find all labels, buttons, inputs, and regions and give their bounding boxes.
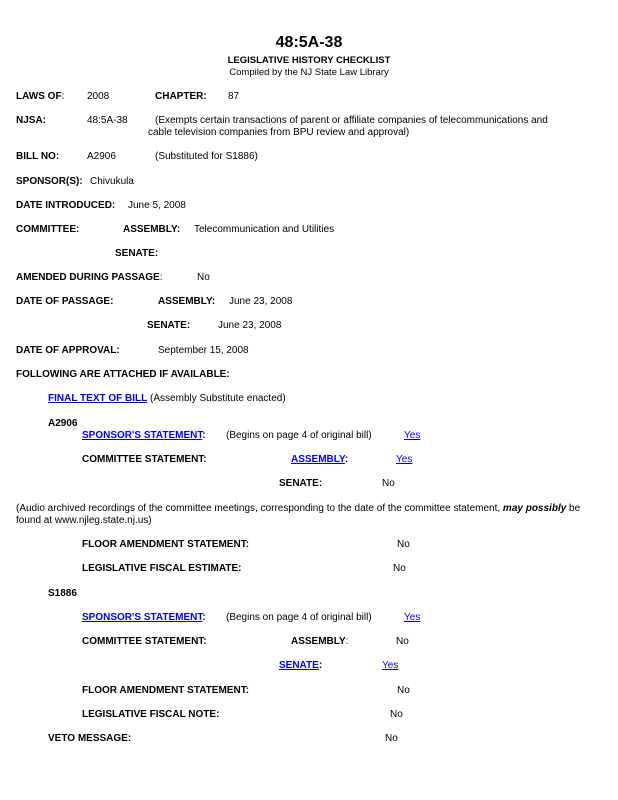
a2906-sponsor-statement-link[interactable]: SPONSOR'S STATEMENT	[82, 430, 203, 441]
a2906-senate-value: No	[382, 478, 395, 489]
a2906-bill-label: A2906	[48, 418, 78, 429]
s1886-floor-amendment-label: FLOOR AMENDMENT STATEMENT:	[82, 685, 250, 696]
s1886-assembly-label: ASSEMBLY:	[291, 636, 349, 647]
final-text-note: (Assembly Substitute enacted)	[150, 393, 286, 404]
final-text-row	[48, 393, 286, 405]
date-of-approval-label: DATE OF APPROVAL:	[16, 345, 120, 356]
passage-assembly-label: ASSEMBLY:	[158, 296, 216, 307]
passage-senate-value: June 23, 2008	[218, 320, 282, 331]
a2906-fiscal-estimate-label: LEGISLATIVE FISCAL ESTIMATE:	[82, 563, 242, 574]
s1886-bill-label: S1886	[48, 588, 77, 599]
passage-assembly-value: June 23, 2008	[229, 296, 293, 307]
attached-heading: FOLLOWING ARE ATTACHED IF AVAILABLE:	[16, 369, 230, 380]
chapter-label: CHAPTER:	[155, 91, 207, 102]
njsa-label: NJSA:	[16, 115, 47, 126]
committee-senate-label: SENATE:	[115, 248, 159, 259]
veto-message-label: VETO MESSAGE:	[48, 733, 132, 744]
s1886-senate: SENATE:	[279, 660, 323, 671]
sponsors-value: Chivukula	[90, 176, 134, 187]
s1886-senate-yes-link[interactable]: Yes	[382, 660, 399, 671]
substituted-note: (Substituted for S1886)	[155, 151, 258, 162]
final-text-link[interactable]: FINAL TEXT OF BILL	[48, 393, 148, 404]
date-of-passage-label: DATE OF PASSAGE:	[16, 296, 114, 307]
a2906-committee-statement-label: COMMITTEE STATEMENT:	[82, 454, 207, 465]
a2906-assembly: ASSEMBLY:	[291, 454, 349, 465]
committee-label: COMMITTEE:	[16, 224, 80, 235]
date-introduced-label: DATE INTRODUCED:	[16, 200, 116, 211]
a2906-assembly-link[interactable]: ASSEMBLY	[291, 454, 345, 465]
a2906-sponsor-yes-link[interactable]: Yes	[404, 430, 421, 441]
passage-senate-label: SENATE:	[147, 320, 191, 331]
laws-of-value: 2008	[87, 91, 110, 102]
s1886-sponsor-yes-link[interactable]: Yes	[404, 612, 421, 623]
amended-label: AMENDED DURING PASSAGE:	[16, 272, 163, 283]
a2906-sponsor-statement: SPONSOR'S STATEMENT:	[82, 430, 206, 441]
sponsors-label: SPONSOR(S):	[16, 176, 83, 187]
s1886-fiscal-note-label: LEGISLATIVE FISCAL NOTE:	[82, 709, 220, 720]
a2906-senate-label: SENATE:	[279, 478, 323, 489]
s1886-committee-statement-label: COMMITTEE STATEMENT:	[82, 636, 207, 647]
page-title: 48:5A-38	[275, 34, 343, 51]
a2906-floor-amendment-label: FLOOR AMENDMENT STATEMENT:	[82, 539, 250, 550]
a2906-sponsor-note: (Begins on page 4 of original bill)	[226, 430, 372, 441]
s1886-floor-amendment-value: No	[397, 685, 410, 696]
veto-message-value: No	[385, 733, 398, 744]
chapter-value: 87	[228, 91, 240, 102]
checklist-subtitle: LEGISLATIVE HISTORY CHECKLIST	[227, 55, 391, 66]
a2906-floor-amendment-value: No	[397, 539, 410, 550]
amended-value: No	[197, 272, 210, 283]
s1886-sponsor-statement-link[interactable]: SPONSOR'S STATEMENT	[82, 612, 203, 623]
s1886-sponsor-statement: SPONSOR'S STATEMENT:	[82, 612, 206, 623]
bill-no-value: A2906	[87, 151, 116, 162]
compiled-by-note: Compiled by the NJ State Law Library	[229, 67, 389, 78]
s1886-senate-link[interactable]: SENATE	[279, 660, 319, 671]
njsa-description-line2: cable television companies from BPU review and approval)	[148, 127, 410, 138]
committee-assembly-value: Telecommunication and Utilities	[194, 224, 335, 235]
njsa-description-line1: (Exempts certain transactions of parent or affiliate companies of telecommunications and	[155, 115, 548, 126]
date-of-approval-value: September 15, 2008	[158, 345, 249, 356]
date-introduced-value: June 5, 2008	[128, 200, 186, 211]
bill-no-label: BILL NO:	[16, 151, 60, 162]
njsa-value: 48:5A-38	[87, 115, 128, 126]
a2906-assembly-yes-link[interactable]: Yes	[396, 454, 413, 465]
laws-of-label: LAWS OF:	[16, 91, 65, 102]
committee-assembly-label: ASSEMBLY:	[123, 224, 181, 235]
s1886-assembly-value: No	[396, 636, 409, 647]
audio-archive-note: (Audio archived recordings of the committee meetings, corresponding to the date of the committee statement, may possibly be found at www.njleg.state.nj.us)	[16, 503, 581, 526]
a2906-fiscal-estimate-value: No	[393, 563, 406, 574]
s1886-fiscal-note-value: No	[390, 709, 403, 720]
s1886-sponsor-note: (Begins on page 4 of original bill)	[226, 612, 372, 623]
